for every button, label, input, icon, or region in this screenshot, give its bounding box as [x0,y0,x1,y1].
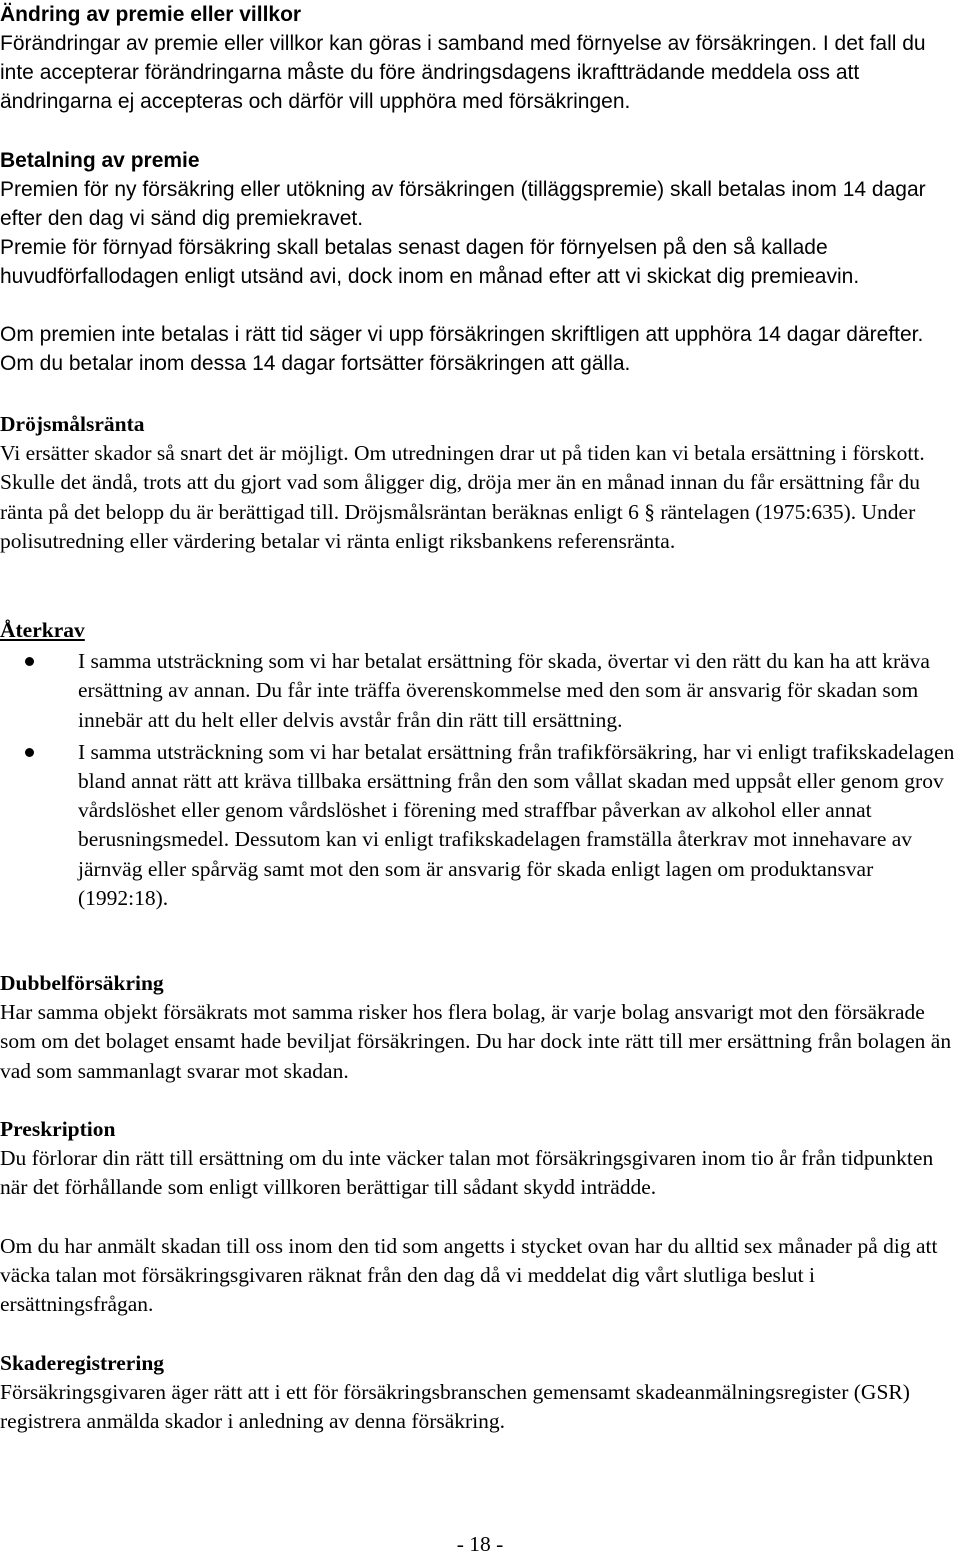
section-body: Försäkringsgivaren äger rätt att i ett för försäkringsbranschen gemensamt skadeanmälningsregister (GSR) registrera anmälda skador i anledning av denna försäkring. [0,1380,910,1434]
section-premium-change [0,0,958,116]
list-item-text: I samma utsträckning som vi har betalat ersättning från trafikförsäkring, har vi enligt trafikskadelagen bland annat rätt att kräva tillbaka ersättning från den som vållat skadan med uppsåt eller genom grov vårdslöshet eller genom vårdslöshet i förening med straffbar påverkan av alkohol eller annat berusningsmedel. Dessutom kan vi enligt trafikskadelagen framställa återkrav mot innehavare av järnväg eller spårväg samt mot den som är ansvarig för skada enligt lagen om produktansvar (1992:18). [78,739,955,910]
list-item-text: I samma utsträckning som vi har betalat ersättning för skada, övertar vi den rätt du kan ha att kräva ersättning av annan. Du får inte träffa överenskommelse med den som är ansvarig för skadan som innebär att du helt eller delvis avstår från din rätt till ersättning. [78,649,930,732]
section-heading: Återkrav [0,618,85,642]
section-heading: Dröjsmålsränta [0,412,145,436]
section-body: Du förlorar din rätt till ersättning om du inte väcker talan mot försäkringsgivaren inom tio år från tidpunkten när det förhållande som enligt villkoren berättigar till sådant skydd inträdde. [0,1146,934,1200]
section-heading: Betalning av premie [0,149,200,172]
section-body: Premie för förnyad försäkring skall betalas senast dagen för förnyelsen på den så kallade huvudförfallodagen enligt utsänd avi, dock inom en månad efter att vi skickat dig premieavin. [0,236,860,288]
section-premium-payment [0,146,958,378]
section-heading: Dubbelförsäkring [0,971,164,995]
bullet-icon [25,657,34,666]
page-number: - 18 - [456,1532,504,1556]
section-body: Vi ersätter skador så snart det är möjligt. Om utredningen drar ut på tiden kan vi betala ersättning i förskott. Skulle det ändå, trots att du gjort vad som åligger dig, dröja mer än en månad innan du får ersättning får du ränta på det belopp du är berättigad till. Dröjsmålsräntan beräknas enligt 6 § räntelagen (1975:635). Under polisutredning eller värdering betalar vi ränta enligt riksbankens referensränta. [0,441,925,553]
section-body: Förändringar av premie eller villkor kan göras i samband med förnyelse av försäkringen. I det fall du inte accepterar förändringarna måste du före ändringsdagens ikraftträdande meddela oss att ändringarna ej accepteras och därför vill upphöra med försäkringen. [0,32,926,113]
list-item [0,738,958,913]
section-body: Har samma objekt försäkrats mot samma risker hos flera bolag, är varje bolag ansvarigt mot den försäkrade som om det bolaget ensamt hade beviljat försäkringen. Du har dock inte rätt till mer ersättning från bolagen än vad som sammanlagt svarar mot skadan. [0,1000,952,1083]
section-body: Om du har anmält skadan till oss inom den tid som angetts i stycket ovan har du alltid sex månader på dig att väcka talan mot försäkringsgivaren räknat från den dag då vi meddelat dig vårt slutliga beslut i ersättningsfrågan. [0,1233,938,1317]
section-late-interest [0,410,958,556]
recourse-list [0,647,958,913]
section-recourse [0,616,958,913]
section-body: Om premien inte betalas i rätt tid säger vi upp försäkringen skriftligen att upphöra 14 dagar därefter. Om du betalar inom dessa 14 dagar fortsätter försäkringen att gälla. [0,323,924,375]
bullet-icon [25,748,34,757]
section-claims-registry [0,1349,958,1437]
section-prescription [0,1115,958,1319]
section-heading: Preskription [0,1117,116,1141]
section-double-insurance [0,969,958,1086]
section-body: Premien för ny försäkring eller utökning av försäkringen (tilläggspremie) skall betalas inom 14 dagar efter den dag vi sänd dig premiekravet. [0,178,926,230]
list-item [0,647,958,735]
section-heading: Ändring av premie eller villkor [0,3,302,26]
section-heading: Skaderegistrering [0,1351,165,1375]
